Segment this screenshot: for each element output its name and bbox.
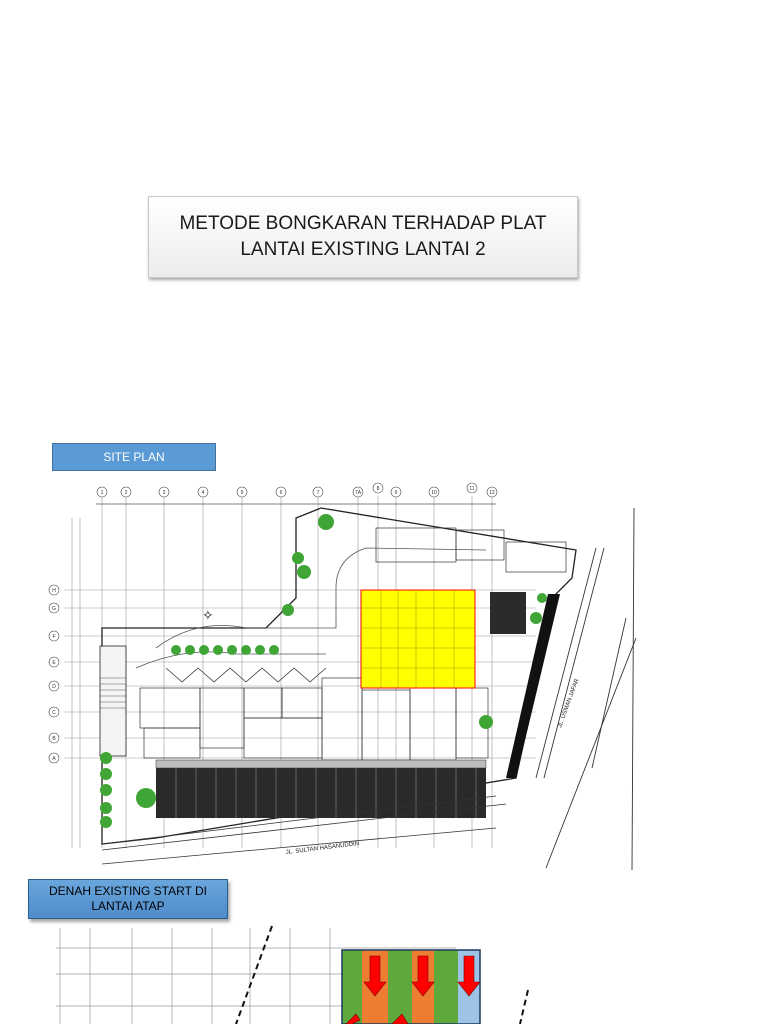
grid-bubble-label: 2 bbox=[124, 490, 128, 496]
street-bottom-label: JL. SULTAN HASANUDDIN bbox=[285, 841, 360, 856]
grid-bubble-label: G bbox=[52, 606, 56, 612]
grid-bubble-label: B bbox=[52, 736, 56, 742]
grid-bubble-label: 11 bbox=[469, 486, 475, 492]
grid-bubble-label: A bbox=[52, 756, 56, 762]
grid-bubble-label: D bbox=[52, 684, 56, 690]
title-box bbox=[148, 196, 578, 278]
grid-bubble-label: 7 bbox=[316, 490, 320, 496]
grid-bubble-label: 1 bbox=[100, 490, 104, 496]
denah-label-line-2: LANTAI ATAP bbox=[91, 899, 165, 913]
grid-bubbles-left bbox=[49, 585, 59, 763]
denah-drawing bbox=[36, 920, 576, 1024]
dashed-line bbox=[236, 926, 272, 1024]
grid-bubble-label: 9 bbox=[394, 490, 398, 496]
grid-bubble-label: C bbox=[52, 710, 56, 716]
parking-row bbox=[156, 768, 486, 818]
title-line-2: LANTAI EXISTING LANTAI 2 bbox=[240, 239, 486, 260]
dark-block bbox=[490, 592, 526, 634]
grid-bubble-label: E bbox=[52, 660, 56, 666]
title-line-1: METODE BONGKARAN TERHADAP PLAT bbox=[179, 213, 547, 234]
dashed-line bbox=[520, 990, 528, 1024]
grid-bubble-label: F bbox=[52, 634, 56, 640]
denah-label-line-1: DENAH EXISTING START DI bbox=[48, 884, 208, 898]
grid-bubble-label: 4 bbox=[201, 490, 205, 496]
strip bbox=[434, 950, 458, 1024]
rooms bbox=[140, 678, 488, 760]
denah-label bbox=[28, 879, 228, 919]
grid-bubble-label: 3 bbox=[162, 490, 166, 496]
site-plan-drawing bbox=[36, 478, 640, 870]
strip bbox=[342, 950, 362, 1024]
site-plan-label-text: SITE PLAN bbox=[103, 449, 165, 464]
grid-bubbles-top bbox=[97, 483, 497, 497]
grid-bubble-label: H bbox=[52, 588, 56, 594]
grid-bubble-label: 12 bbox=[489, 490, 495, 496]
street-right-label: JL. USMAN JAFAR bbox=[557, 678, 581, 729]
grid-bubble-label: 8 bbox=[376, 486, 380, 492]
compass-icon: ✧ bbox=[202, 608, 214, 624]
parking-band bbox=[156, 760, 486, 768]
strip bbox=[388, 950, 412, 1024]
grid-bubble-label: 5 bbox=[240, 490, 244, 496]
stair-core bbox=[100, 646, 126, 756]
grid-bubble-label: 10 bbox=[431, 490, 437, 496]
highlight-zone bbox=[361, 590, 475, 688]
grid-bubble-label: 7A bbox=[354, 490, 362, 496]
grid-bubble-label: 6 bbox=[279, 490, 283, 496]
street-right bbox=[536, 508, 636, 870]
site-plan-label bbox=[52, 443, 216, 471]
canopy bbox=[166, 668, 326, 682]
